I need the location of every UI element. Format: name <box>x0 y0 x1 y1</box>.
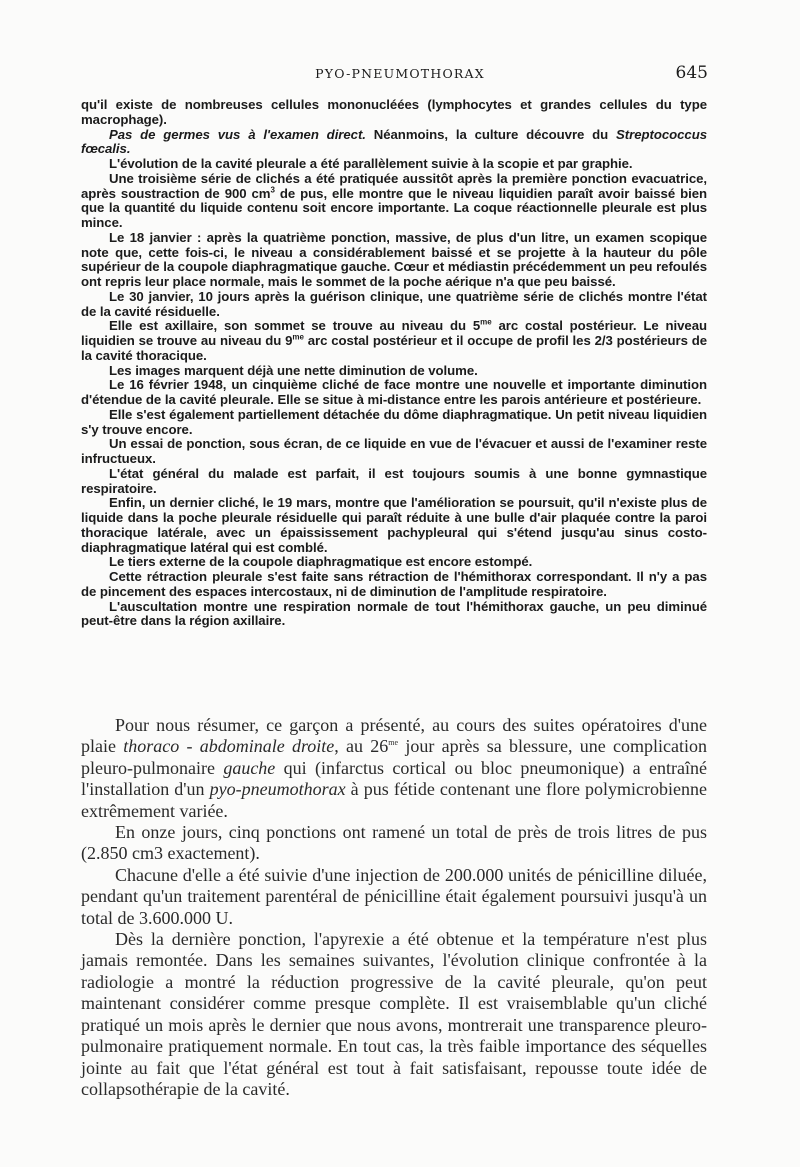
report-paragraph: Un essai de ponction, sous écran, de ce liquide en vue de l'évacuer et aussi de l'examiner reste infructueux. <box>81 436 707 466</box>
report-paragraph: qu'il existe de nombreuses cellules mononucléées (lymphocytes et grandes cellules du type macrophage). <box>81 97 707 127</box>
report-paragraph: Les images marquent déjà une nette diminution de volume. <box>109 362 478 378</box>
summary-text: Pour nous résumer, ce garçon a présenté, au cours des suites opératoires d'une plaie <box>81 715 707 757</box>
superscript: me <box>388 738 399 748</box>
summary-paragraph: Dès la dernière ponction, l'apyrexie a été obtenue et la température n'est plus jamais remontée. Dans les semaines suivantes, l'évolution clinique confrontée à la radiologie a montré la réduction progressive de la cavité pleurale, qu'on peut maintenant considérer comme presque complète. Il est vraisemblable qu'un cliché pratiqué un mois après le dernier que nous avons, montrerait une transparence pleuro-pulmonaire pratiquement normale. En tout cas, la très faible importance des séquelles jointe au fait que l'état général est tout à fait satisfaisant, repousse toute idée de collapsothérapie de la cavité. <box>81 929 707 1099</box>
report-paragraph <box>81 319 707 363</box>
report-paragraph: Le 30 janvier, 10 jours après la guérison clinique, une quatrième série de clichés montre l'état de la cavité résiduelle. <box>81 288 707 319</box>
organism-name: Streptococcus fœcalis. <box>81 126 707 157</box>
superscript: me <box>292 332 304 342</box>
italic-phrase: gauche <box>223 757 276 778</box>
summary-text: à pus fétide contenant une flore polymicrobienne extrêmement variée. <box>81 779 708 821</box>
summary-text: qui (infarctus cortical ou bloc pneumonique) a entraîné l'installation d'un <box>81 757 707 800</box>
italic-phrase: Pas de germes vus à l'examen direct. <box>109 126 366 142</box>
report-text: arc costal postérieur et il occupe de profil les 2/3 postérieurs de la cavité thoracique. <box>81 333 707 363</box>
summary-paragraph: Chacune d'elle a été suivie d'une injection de 200.000 unités de pénicilline diluée, pendant qu'un traitement parentéral de pénicilline était également poursuivi jusqu'à un total de 3.600.000 U. <box>81 864 707 928</box>
page-header <box>0 64 800 88</box>
report-text: de pus, elle montre que le niveau liquidien paraît avoir baissé bien que la quantité du liquide contenu soit encore importante. La coque réactionnelle pleurale est plus mince. <box>81 185 707 230</box>
italic-phrase: thoraco - abdominale droite <box>123 736 335 757</box>
clinical-report <box>81 98 707 629</box>
report-paragraph <box>81 128 707 158</box>
summary-section <box>81 715 707 1100</box>
report-paragraph <box>81 172 707 231</box>
page-number: 645 <box>675 63 708 83</box>
summary-text: jour après sa blessure, une complication pleuro-pulmonaire <box>81 736 707 778</box>
superscript: 3 <box>270 185 275 195</box>
report-paragraph: Elle s'est également partiellement détachée du dôme diaphragmatique. Un petit niveau liquidien s'y trouve encore. <box>81 406 707 437</box>
summary-paragraph: En onze jours, cinq ponctions ont ramené un total de près de trois litres de pus (2.850 cm3 exactement). <box>81 822 707 864</box>
report-paragraph: Le tiers externe de la coupole diaphragmatique est encore estompé. <box>109 554 533 570</box>
report-text: Une troisième série de clichés a été pratiquée aussitôt après la première ponction evacuatrice, après soustraction de 900 cm <box>81 170 707 201</box>
report-text: arc costal postérieur. Le niveau liquidien se trouve au niveau du 9 <box>81 318 707 348</box>
italic-phrase: pyo-pneumothorax <box>209 779 346 800</box>
summary-paragraph <box>81 715 707 822</box>
report-paragraph: Cette rétraction pleurale s'est faite sans rétraction de l'hémithorax correspondant. Il n'y a pas de pincement des espaces intercostaux, ni de diminution de l'amplitude respiratoire. <box>81 569 707 599</box>
running-title: PYO-PNEUMOTHORAX <box>315 66 485 81</box>
summary-text: , au 26 <box>334 736 389 757</box>
report-paragraph: Enfin, un dernier cliché, le 19 mars, montre que l'amélioration se poursuit, qu'il n'existe plus de liquide dans la poche pleurale résiduelle qui paraît réduite à une bulle d'air plaquée contre la paroi thoracique latérale, avec un épaississement pachypleural qui s'étend jusqu'au sinus costo-diaphragmatique latéral qui est comblé. <box>81 495 707 555</box>
report-paragraph: L'évolution de la cavité pleurale a été parallèlement suivie à la scopie et par graphie. <box>109 156 633 171</box>
superscript: me <box>480 317 492 327</box>
report-text: Elle est axillaire, son sommet se trouve au niveau du 5 <box>109 318 481 334</box>
report-text: Néanmoins, la culture découvre du <box>365 126 617 142</box>
report-paragraph: L'état général du malade est parfait, il est toujours soumis à une bonne gymnastique respiratoire. <box>81 465 707 496</box>
report-paragraph: Le 18 janvier : après la quatrième ponction, massive, de plus d'un litre, un examen scopique note que, cette fois-ci, le niveau a considérablement baissé et se projette à la hauteur du pôle supérieur de la coupole diaphragmatique gauche. Cœur et médiastin précédemment un peu refoulés ont repris leur place normale, mais le sommet de la poche aérique n'a que peu baissé. <box>81 229 707 289</box>
report-paragraph: L'auscultation montre une respiration normale de tout l'hémithorax gauche, un peu diminué peut-être dans la région axillaire. <box>81 598 707 629</box>
report-paragraph: Le 16 février 1948, un cinquième cliché de face montre une nouvelle et importante diminution d'étendue de la cavité pleurale. Elle se situe à mi-distance entre les parois antérieure et postérieure. <box>81 377 707 407</box>
